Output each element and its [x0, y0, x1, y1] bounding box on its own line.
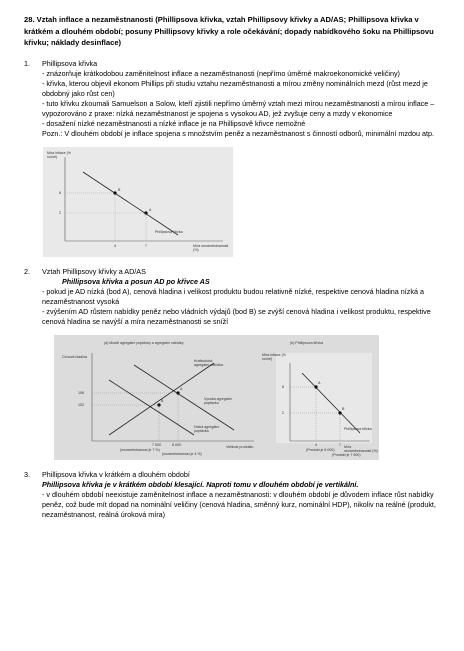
x-axis-label: Míra nezaměstnanosti (%) [193, 243, 229, 252]
paragraph-line: - znázorňuje krátkodobou zaměnitelnost inflace a nezaměstnanosti (nepřímo úměrné makroekonomické veličiny) [42, 68, 400, 78]
panel-a-y-label: Cenová hladina [62, 354, 87, 359]
panel-b-title: (b) Phillipsova křivka [290, 340, 323, 345]
section-title: Vztah Phillipsovy křivky a AD/AS [42, 266, 146, 276]
phillips-curve-label: Phillipsova křivka [344, 426, 372, 431]
ad-as-phillips-figure [54, 335, 379, 460]
section-subheading: Phillipsova křivka je v krátkém období klesající. Naproti tomu v dlouhém období je vertikální. [42, 479, 359, 489]
phillips-curve-figure [43, 147, 233, 257]
tick-label: 102 [78, 402, 84, 407]
tick-label: 7 [145, 243, 147, 248]
tick-label: 4 [114, 243, 116, 248]
section-1-heading [24, 59, 444, 69]
point-label: B [342, 406, 345, 411]
paragraph-line: - pokud je AD nízká (bod A), cenová hladina i velikost produktu budou relativně nízké, respektive cenová hladina nízká a nezaměstnanost vysoká [42, 286, 424, 306]
paragraph-line: - křivka, kterou objevil ekonom Phillips při studiu vztahu nezaměstnanosti a mírou změny nominálních mezd (růst mezd je obdobný jako růst cen) [42, 78, 428, 98]
section-1 [24, 59, 444, 257]
paragraph-line: - dosažení nízké nezaměstnanosti a nízké inflace je na Phillipsově křivce nemožné [42, 118, 306, 128]
tick-label: 106 [78, 390, 84, 395]
section-3-heading [24, 470, 444, 480]
panel-a-x-label: Velikost produktu [226, 444, 254, 449]
section-3 [24, 470, 444, 520]
x-note: (Produkt je 7 500) [332, 452, 361, 457]
tick-label: 2 [59, 210, 61, 215]
panel-b-y-label: Míra inflace (% ročně) [262, 352, 286, 361]
sras-label: Krátkodobá agregátní nabídka [194, 358, 223, 367]
tick-label: 6 [282, 384, 284, 389]
curve-label: Phillipsova křivka [155, 229, 183, 234]
tick-label: 2 [282, 410, 284, 415]
section-subheading: Phillipsova křivka a posun AD po křivce AS [62, 276, 210, 286]
panel-a-title: (a) Model agregátní poptávky a agregátní nabídky [104, 340, 184, 345]
x-note: (nezaměstnanost je 7 %) [120, 447, 160, 452]
phillips-curve-chart [43, 147, 233, 257]
section-2-heading [24, 267, 444, 277]
y-axis-label: Míra inflace (% ročně) [47, 150, 71, 159]
panel-b-x-label: Míra nezaměstnanosti (%) [344, 444, 378, 453]
x-note: (nezaměstnanost je 4 %) [162, 451, 202, 456]
paragraph-line: - tuto křivku zkoumali Samuelson a Solow, kteří zjistili nepřímo úměrný vztah mezi mírou nezaměstnanosti a mírou inflace – vypozorováno z praxe: nízká nezaměstnanost je spojena s vysokou AD, jež zvyšuje ceny a mzdy v ekonomice [42, 98, 435, 118]
document-title: 28. Vztah inflace a nezaměstnanosti (Phillipsova křivka, vztah Phillipsovy křivky a AD/AS; Phillipsova křivka v krátkém a dlouhém období; posuny Phillipsovy křivky a role očekávání; dopady nabídkového šoku na Phillipsovu křivku; náklady desinflace) [24, 15, 434, 47]
tick-label: 7 500 [152, 442, 161, 447]
point-label: A [149, 207, 152, 212]
document-page [24, 14, 444, 520]
section-number: 2. [24, 266, 30, 276]
tick-label: 6 [59, 190, 61, 195]
paragraph-line: Pozn.: V dlouhém období je inflace spojena s množstvím peněz a nezaměstnanost s činností odborů, minimální mzdou atp. [42, 128, 434, 138]
paragraph-line: - v dlouhém období neexistuje zaměnitelnost inflace a nezaměstnanosti: v dlouhém období je důvodem inflace růst nabídky peněz, což bude mít dopad na nominální veličiny (cenová hladina, směnný kurz, nominální HDP), nikoliv na reálné (produkt, nezaměstnanost, reálná úroková míra) [42, 489, 436, 519]
tick-label: 7 [339, 442, 341, 447]
section-2 [24, 267, 444, 460]
section-number: 3. [24, 469, 30, 479]
section-title: Phillipsova křivka v krátkém a dlouhém období [42, 469, 190, 479]
section-title: Phillipsova křivka [42, 58, 98, 68]
point-label: B [118, 187, 121, 192]
tick-label: 4 [315, 442, 317, 447]
high-ad-label: Vysoká agregátní poptávka [204, 396, 232, 405]
low-ad-label: Nízká agregátní poptávka [194, 424, 220, 433]
point-label: A [180, 386, 183, 391]
x-note: (Produkt je 8 000) [306, 447, 335, 452]
tick-label: 8 000 [172, 442, 181, 447]
section-number: 1. [24, 58, 30, 68]
point-label: B [161, 398, 164, 403]
paragraph-line: - zvýšením AD růstem nabídky peněz nebo vládních výdajů (bod B) se zvýší cenová hladina i velikost produktu, respektive cenová hladina se navýší a míra nezaměstnanosti se sníží [42, 306, 431, 326]
point-label: A [318, 380, 321, 385]
